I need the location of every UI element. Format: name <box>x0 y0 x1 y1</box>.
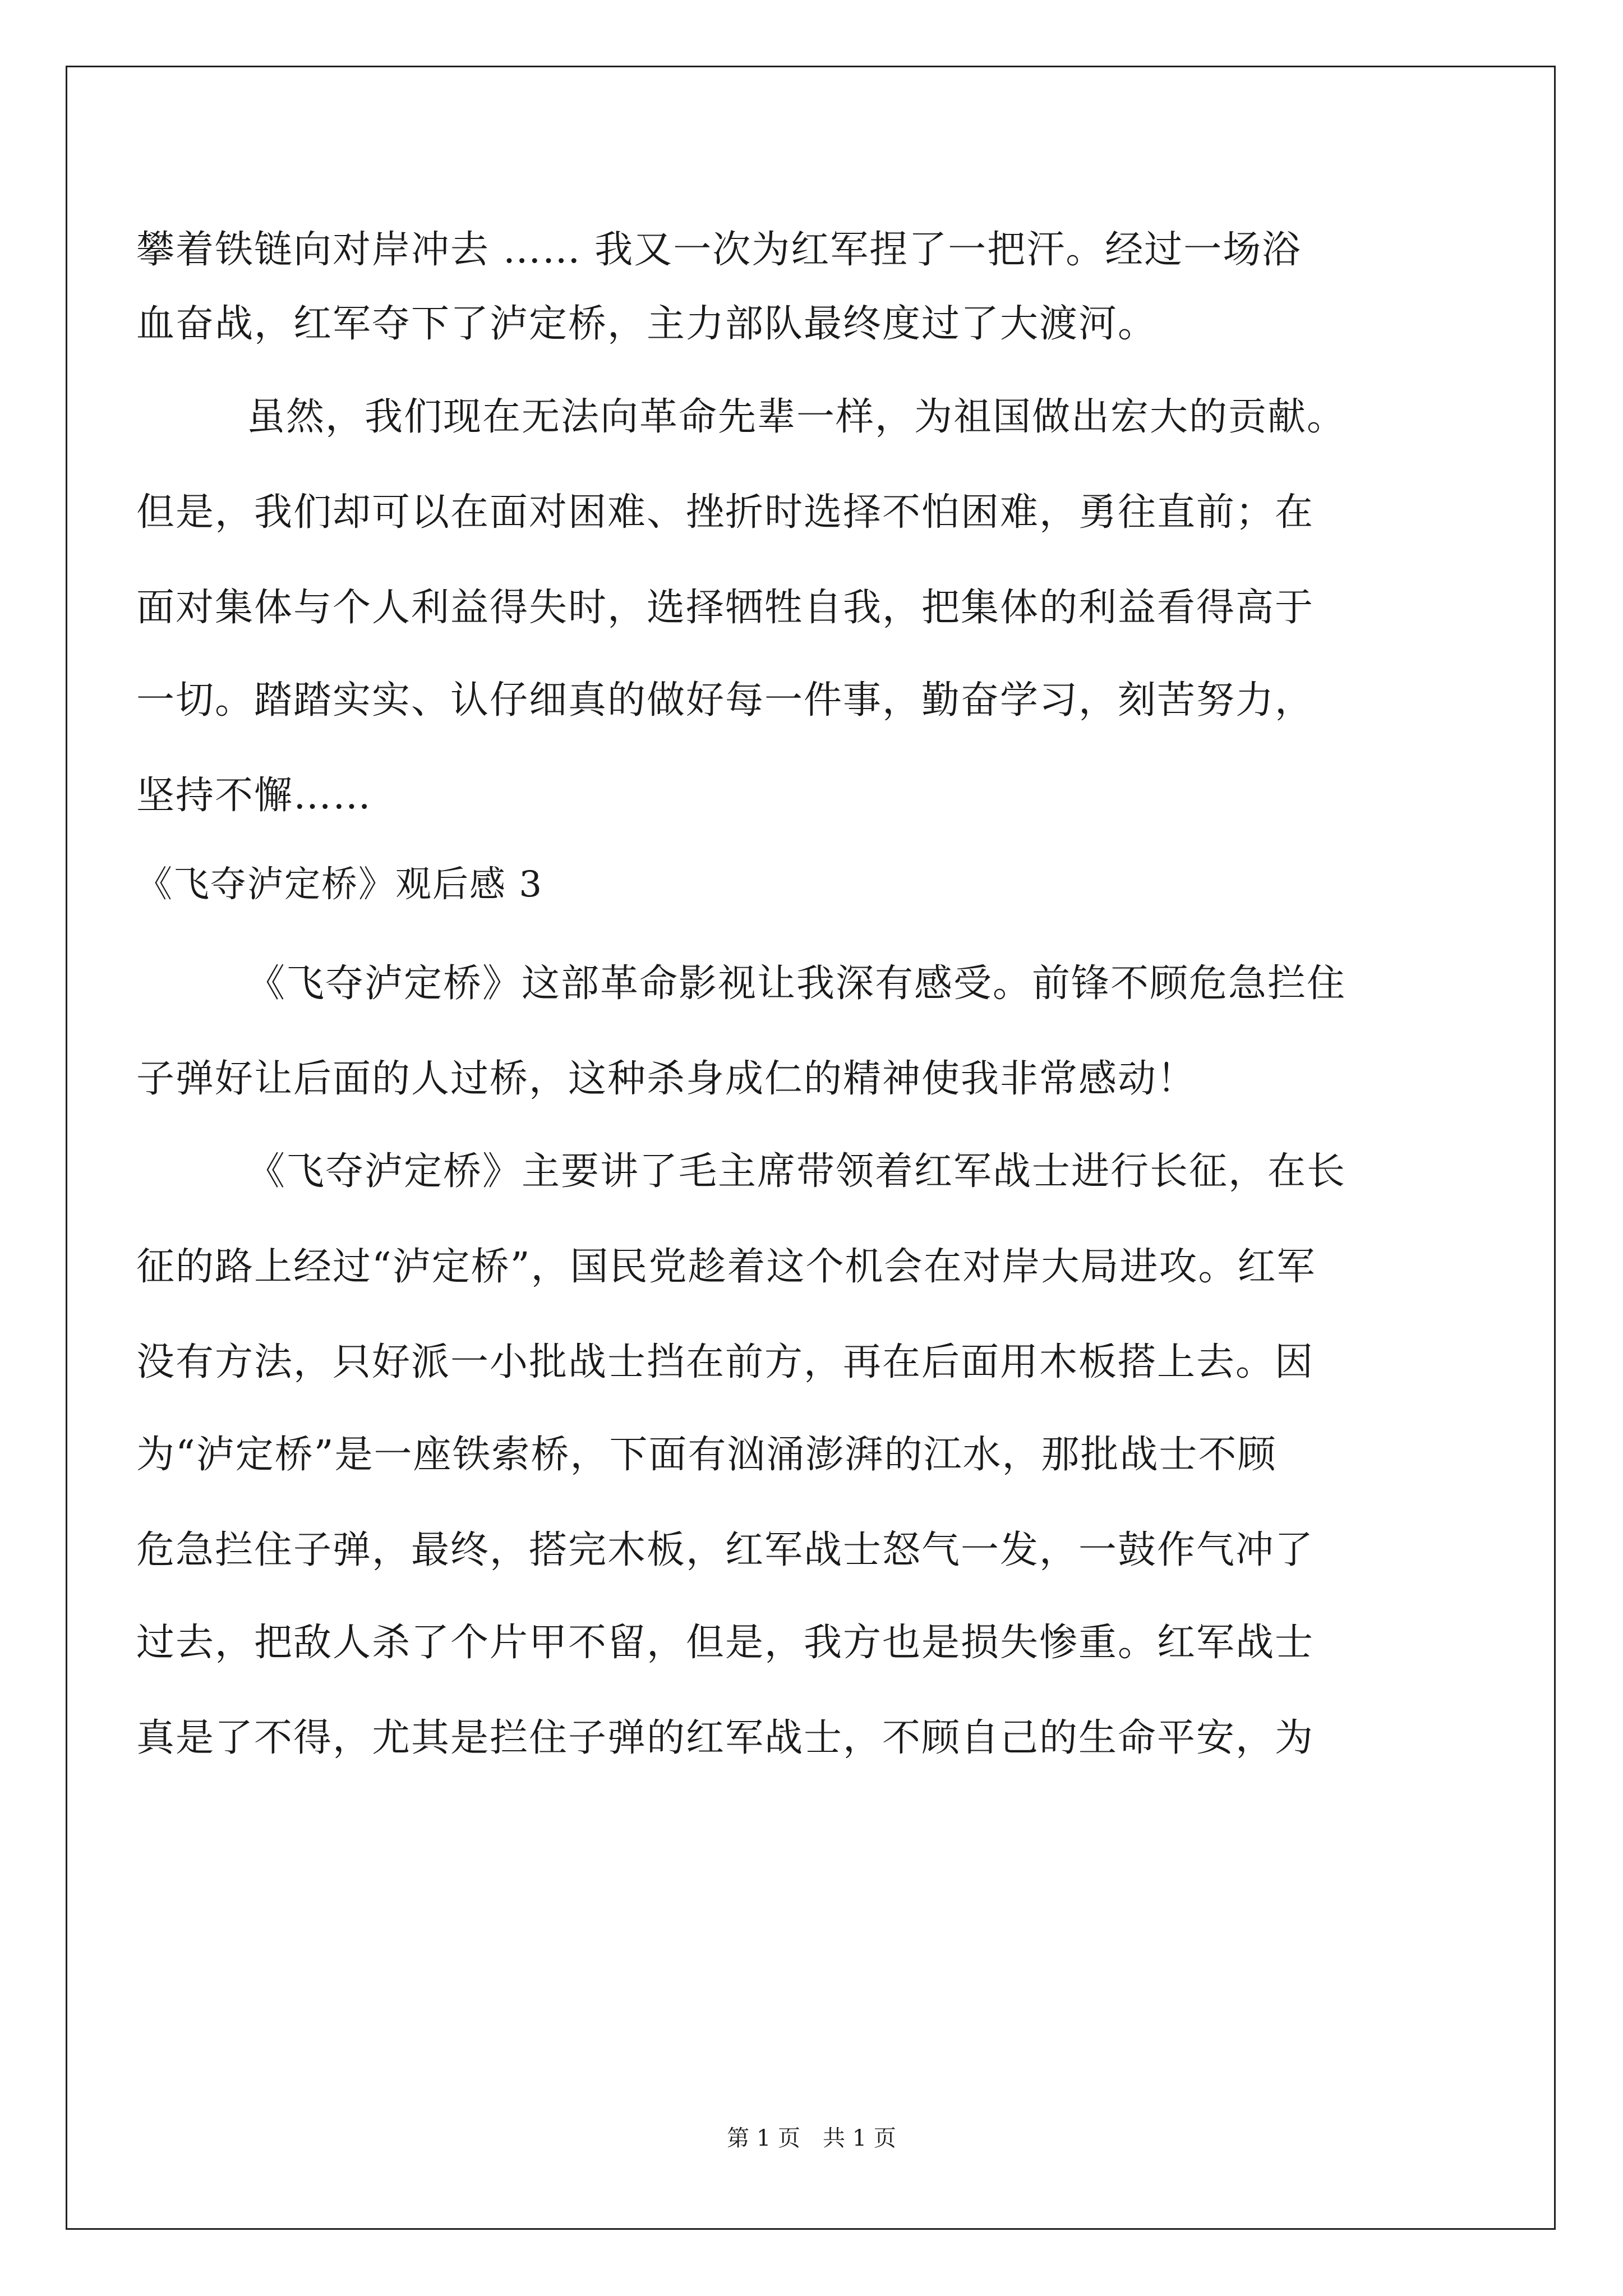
line-14: 危急拦住子弹，最终，搭完木板，红军战士怒气一发，一鼓作气冲了 <box>136 1528 1315 1572</box>
line-7: 坚持不懈…… <box>136 774 372 818</box>
page-border <box>66 66 1556 2230</box>
line-16: 真是了不得，尤其是拦住子弹的红军战士，不顾自己的生命平安，为 <box>136 1716 1315 1760</box>
line-2: 血奋战，红军夺下了泸定桥，主力部队最终度过了大渡河。 <box>136 302 1158 346</box>
section-heading: 《飞夺泸定桥》观后感 3 <box>136 864 543 905</box>
line-1: 攀着铁链向对岸冲去 …… 我又一次为红军捏了一把汗。经过一场浴 <box>136 228 1302 272</box>
line-12: 没有方法，只好派一小批战士挡在前方，再在后面用木板搭上去。因 <box>136 1340 1315 1384</box>
page-footer: 第 1 页 共 1 页 <box>727 2125 896 2151</box>
line-6: 一切。踏踏实实、认仔细真的做好每一件事，勤奋学习，刻苦努力， <box>136 678 1315 723</box>
line-13: 为“泸定桥”是一座铁索桥，下面有汹涌澎湃的江水，那批战士不顾 <box>136 1433 1277 1477</box>
line-4: 但是，我们却可以在面对困难、挫折时选择不怕困难，勇往直前；在 <box>136 490 1315 535</box>
line-5: 面对集体与个人利益得失时，选择牺牲自我，把集体的利益看得高于 <box>136 586 1315 630</box>
line-8: 《飞夺泸定桥》这部革命影视让我深有感受。前锋不顾危急拦住 <box>247 961 1347 1006</box>
line-9: 子弹好让后面的人过桥，这种杀身成仁的精神使我非常感动！ <box>136 1057 1197 1101</box>
line-10: 《飞夺泸定桥》主要讲了毛主席带领着红军战士进行长征，在长 <box>247 1149 1347 1194</box>
line-11: 征的路上经过“泸定桥”，国民党趁着这个机会在对岸大局进攻。红军 <box>136 1245 1316 1289</box>
line-15: 过去，把敌人杀了个片甲不留，但是，我方也是损失惨重。红军战士 <box>136 1621 1315 1665</box>
line-3: 虽然，我们现在无法向革命先辈一样，为祖国做出宏大的贡献。 <box>247 395 1347 439</box>
